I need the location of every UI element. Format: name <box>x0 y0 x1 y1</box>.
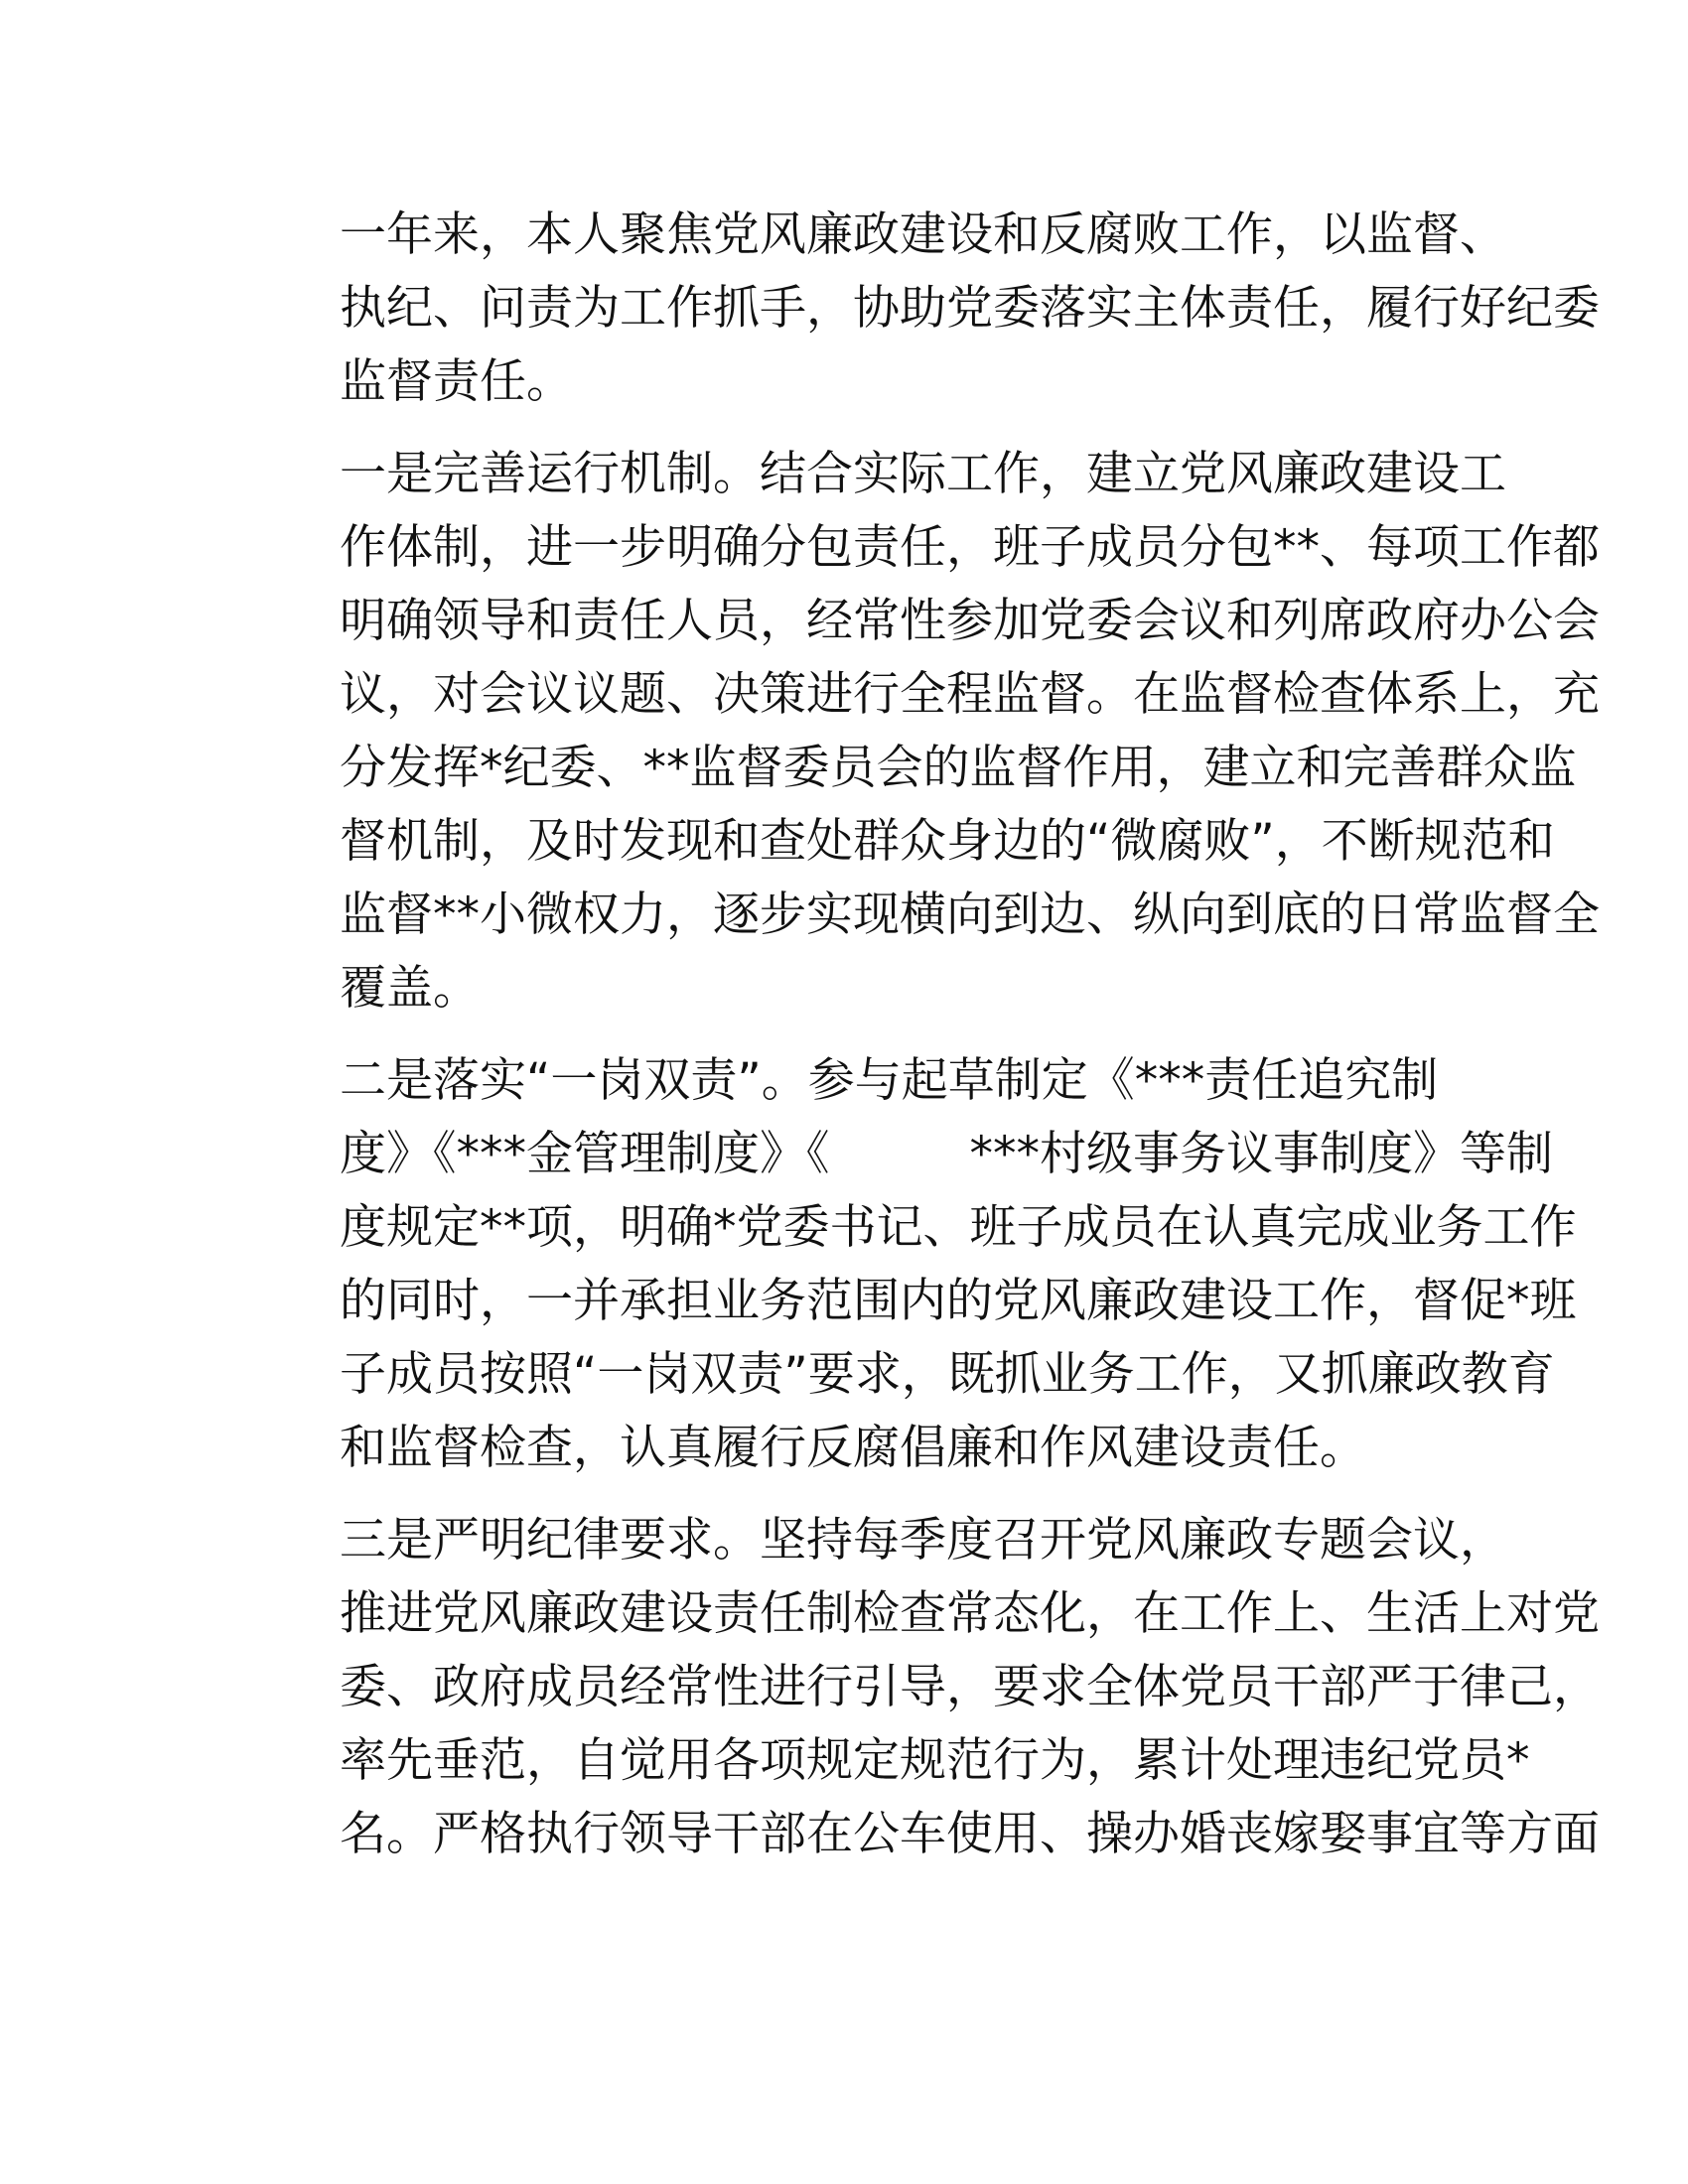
text-line: 度规定**项，明确*党委书记、班子成员在认真完成业务工作 <box>340 1200 1577 1255</box>
document-body <box>246 199 1600 1890</box>
text-line: 覆盖。 <box>340 961 480 1016</box>
text-line: 二是落实“一岗双责”。参与起草制定《***责任追究制 <box>340 1053 1439 1108</box>
text-line: 子成员按照“一岗双责”要求，既抓业务工作，又抓廉政教育 <box>340 1347 1555 1402</box>
paragraph-mechanism <box>246 438 1600 1025</box>
text-line: 分发挥*纪委、**监督委员会的监督作用，建立和完善群众监 <box>340 741 1577 795</box>
paragraph-discipline <box>246 1504 1600 1871</box>
paragraph-intro <box>246 199 1600 419</box>
text-line: 监督责任。 <box>340 354 573 409</box>
text-line: 一是完善运行机制。结合实际工作，建立党风廉政建设工 <box>340 447 1506 501</box>
text-line: 和监督检查，认真履行反腐倡廉和作风建设责任。 <box>340 1421 1366 1475</box>
text-line: 度》《***金管理制度》《 ***村级事务议事制度》等制 <box>340 1127 1553 1181</box>
text-line: 名。严格执行领导干部在公车使用、操办婚丧嫁娶事宜等方面 <box>340 1807 1600 1861</box>
text-line: 推进党风廉政建设责任制检查常态化，在工作上、生活上对党 <box>340 1586 1600 1641</box>
text-line: 一年来，本人聚焦党风廉政建设和反腐败工作，以监督、 <box>340 207 1506 262</box>
text-line: 明确领导和责任人员，经常性参加党委会议和列席政府办公会 <box>340 594 1600 648</box>
text-line: 委、政府成员经常性进行引导，要求全体党员干部严于律己， <box>340 1660 1600 1714</box>
paragraph-dual-responsibility <box>246 1044 1577 1485</box>
text-line: 议，对会议议题、决策进行全程监督。在监督检查体系上，充 <box>340 667 1600 722</box>
text-line: 督机制，及时发现和查处群众身边的“微腐败”，不断规范和 <box>340 814 1555 869</box>
text-line: 执纪、问责为工作抓手，协助党委落实主体责任，履行好纪委 <box>340 281 1600 336</box>
text-line: 的同时，一并承担业务范围内的党风廉政建设工作，督促*班 <box>340 1274 1577 1328</box>
text-line: 三是严明纪律要求。坚持每季度召开党风廉政专题会议， <box>340 1513 1506 1568</box>
text-line: 率先垂范，自觉用各项规定规范行为，累计处理违纪党员* <box>340 1733 1530 1788</box>
text-line: 监督**小微权力，逐步实现横向到边、纵向到底的日常监督全 <box>340 887 1600 942</box>
text-line: 作体制，进一步明确分包责任，班子成员分包**、每项工作都 <box>340 520 1600 575</box>
